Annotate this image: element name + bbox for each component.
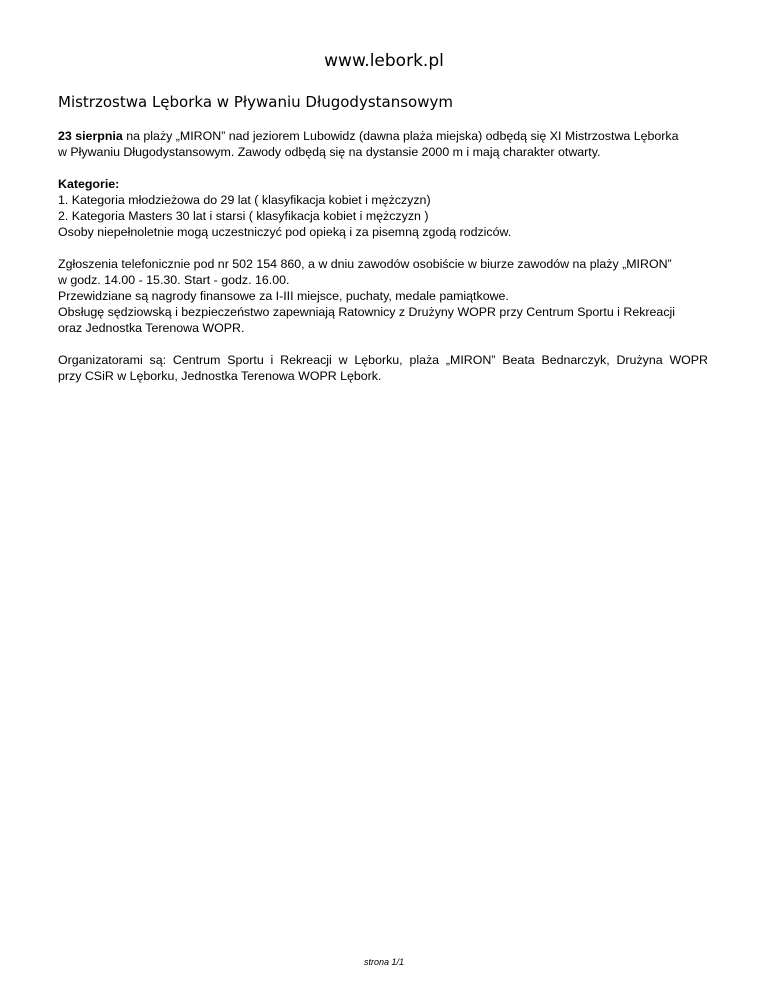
prizes-line: Przewidziane są nagrody finansowe za I-III miejsce, puchaty, medale pamiątkowe. [58,289,509,303]
safety-line: Obsługę sędziowską i bezpieczeństwo zapewniają Ratownicy z Drużyny WOPR przy Centrum Sportu i Rekreacji [58,305,676,319]
intro-paragraph [58,128,708,160]
intro-line-1-text: na plaży „MIRON” nad jeziorem Lubowidz (dawna plaża miejska) odbędą się XI Mistrzostwa Lęborka [122,129,679,143]
organizers-section [58,352,708,384]
page-number-footer: strona 1/1 [363,957,405,967]
category-item: 1. Kategoria młodzieżowa do 29 lat ( klasyfikacja kobiet i mężczyzn) [58,193,431,207]
category-note: Osoby niepełnoletnie mogą uczestniczyć pod opieką i za pisemną zgodą rodziców. [58,225,512,239]
organizers-line-1: Organizatorami są: Centrum Sportu i Rekreacji w Lęborku, plaża „MIRON” Beata Bednarczyk, Drużyna WOPR [58,353,708,367]
registration-line: w godz. 14.00 - 15.30. Start - godz. 16.00. [58,273,290,287]
registration-line: Zgłoszenia telefonicznie pod nr 502 154 860, a w dniu zawodów osobiście w biurze zawodów na plaży „MIRON” [58,257,672,271]
category-item: 2. Kategoria Masters 30 lat i starsi ( klasyfikacja kobiet i mężczyzn ) [58,209,429,223]
categories-section [58,176,708,240]
registration-section [58,256,708,336]
categories-heading: Kategorie: [58,177,120,191]
intro-line-2: w Pływaniu Długodystansowym. Zawody odbędą się na dystansie 2000 m i mają charakter otwarty. [58,145,601,159]
document-title: Mistrzostwa Lęborka w Pływaniu Długodystansowym [58,93,453,111]
organizers-line-2: przy CSiR w Lęborku, Jednostka Terenowa WOPR Lębork. [58,369,382,383]
document-body [58,128,708,400]
event-date: 23 sierpnia [58,129,123,143]
intro-line-1 [58,128,708,144]
site-url-header: www.lebork.pl [324,51,444,71]
safety-line: oraz Jednostka Terenowa WOPR. [58,321,245,335]
